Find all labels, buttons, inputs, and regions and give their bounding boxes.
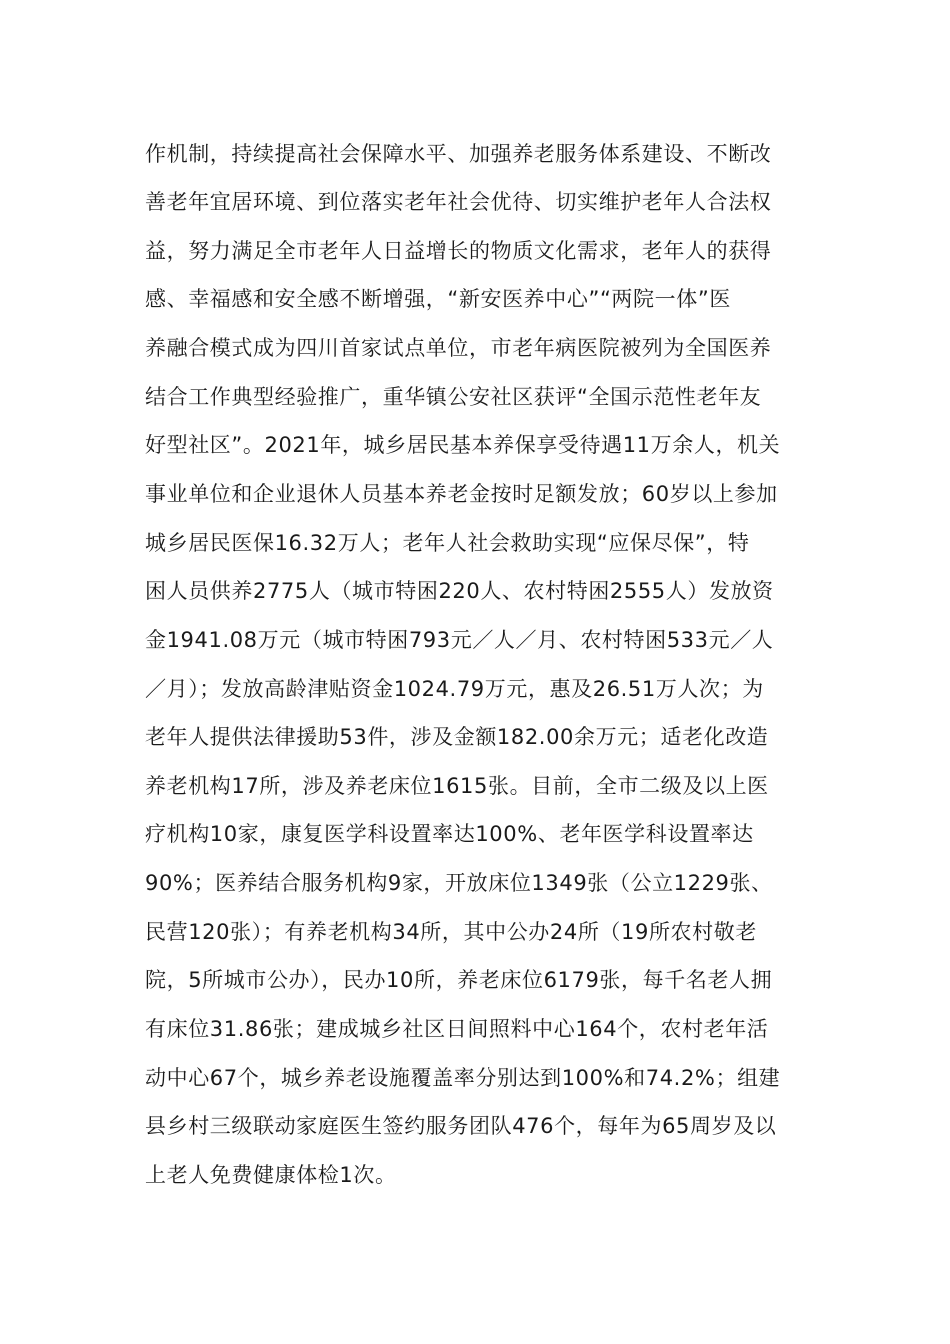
paragraph-line-5: 养融合模式成为四川首家试点单位，市老年病医院被列为全国医养 — [145, 336, 772, 360]
paragraph-line-10: 困人员供养2775人（城市特困220人、农村特困2555人）发放资 — [145, 579, 774, 603]
paragraph-line-14: 养老机构17所，涉及养老床位1615张。目前，全市二级及以上医 — [145, 774, 769, 798]
paragraph-line-4: 感、幸福感和安全感不断增强，“新安医养中心”“两院一体”医 — [145, 287, 731, 311]
paragraph-line-20: 动中心67个，城乡养老设施覆盖率分别达到100%和74.2%；组建 — [145, 1066, 781, 1090]
paragraph-line-6: 结合工作典型经验推广，重华镇公安社区获评“全国示范性老年友 — [145, 385, 762, 409]
paragraph-line-3: 益，努力满足全市老年人日益增长的物质文化需求，老年人的获得 — [145, 239, 772, 263]
paragraph-line-9: 城乡居民医保16.32万人；老年人社会救助实现“应保尽保”，特 — [145, 531, 750, 555]
paragraph-line-13: 老年人提供法律援助53件，涉及金额182.00余万元；适老化改造 — [145, 725, 769, 749]
paragraph-line-16: 90%；医养结合服务机构9家，开放床位1349张（公立1229张、 — [145, 871, 773, 895]
paragraph-line-2: 善老年宜居环境、到位落实老年社会优待、切实维护老年人合法权 — [145, 190, 772, 214]
paragraph-line-12: ／月）；发放高龄津贴资金1024.79万元，惠及26.51万人次；为 — [145, 677, 764, 701]
paragraph-line-7: 好型社区”。2021年，城乡居民基本养保享受待遇11万余人，机关 — [145, 433, 781, 457]
paragraph-line-1: 作机制，持续提高社会保障水平、加强养老服务体系建设、不断改 — [145, 142, 772, 166]
paragraph-line-22: 上老人免费健康体检1次。 — [145, 1163, 397, 1187]
paragraph-line-21: 县乡村三级联动家庭医生签约服务团队476个，每年为65周岁及以 — [145, 1114, 777, 1138]
paragraph-line-18: 院，5所城市公办），民办10所，养老床位6179张，每千名老人拥 — [145, 968, 773, 992]
paragraph-line-19: 有床位31.86张；建成城乡社区日间照料中心164个，农村老年活 — [145, 1017, 769, 1041]
paragraph-line-17: 民营120张）；有养老机构34所，其中公办24所（19所农村敬老 — [145, 920, 757, 944]
paragraph-line-15: 疗机构10家，康复医学科设置率达100%、老年医学科设置率达 — [145, 822, 754, 846]
paragraph-line-8: 事业单位和企业退休人员基本养老金按时足额发放；60岁以上参加 — [145, 482, 778, 506]
paragraph-line-11: 金1941.08万元（城市特困793元／人／月、农村特困533元／人 — [145, 628, 774, 652]
